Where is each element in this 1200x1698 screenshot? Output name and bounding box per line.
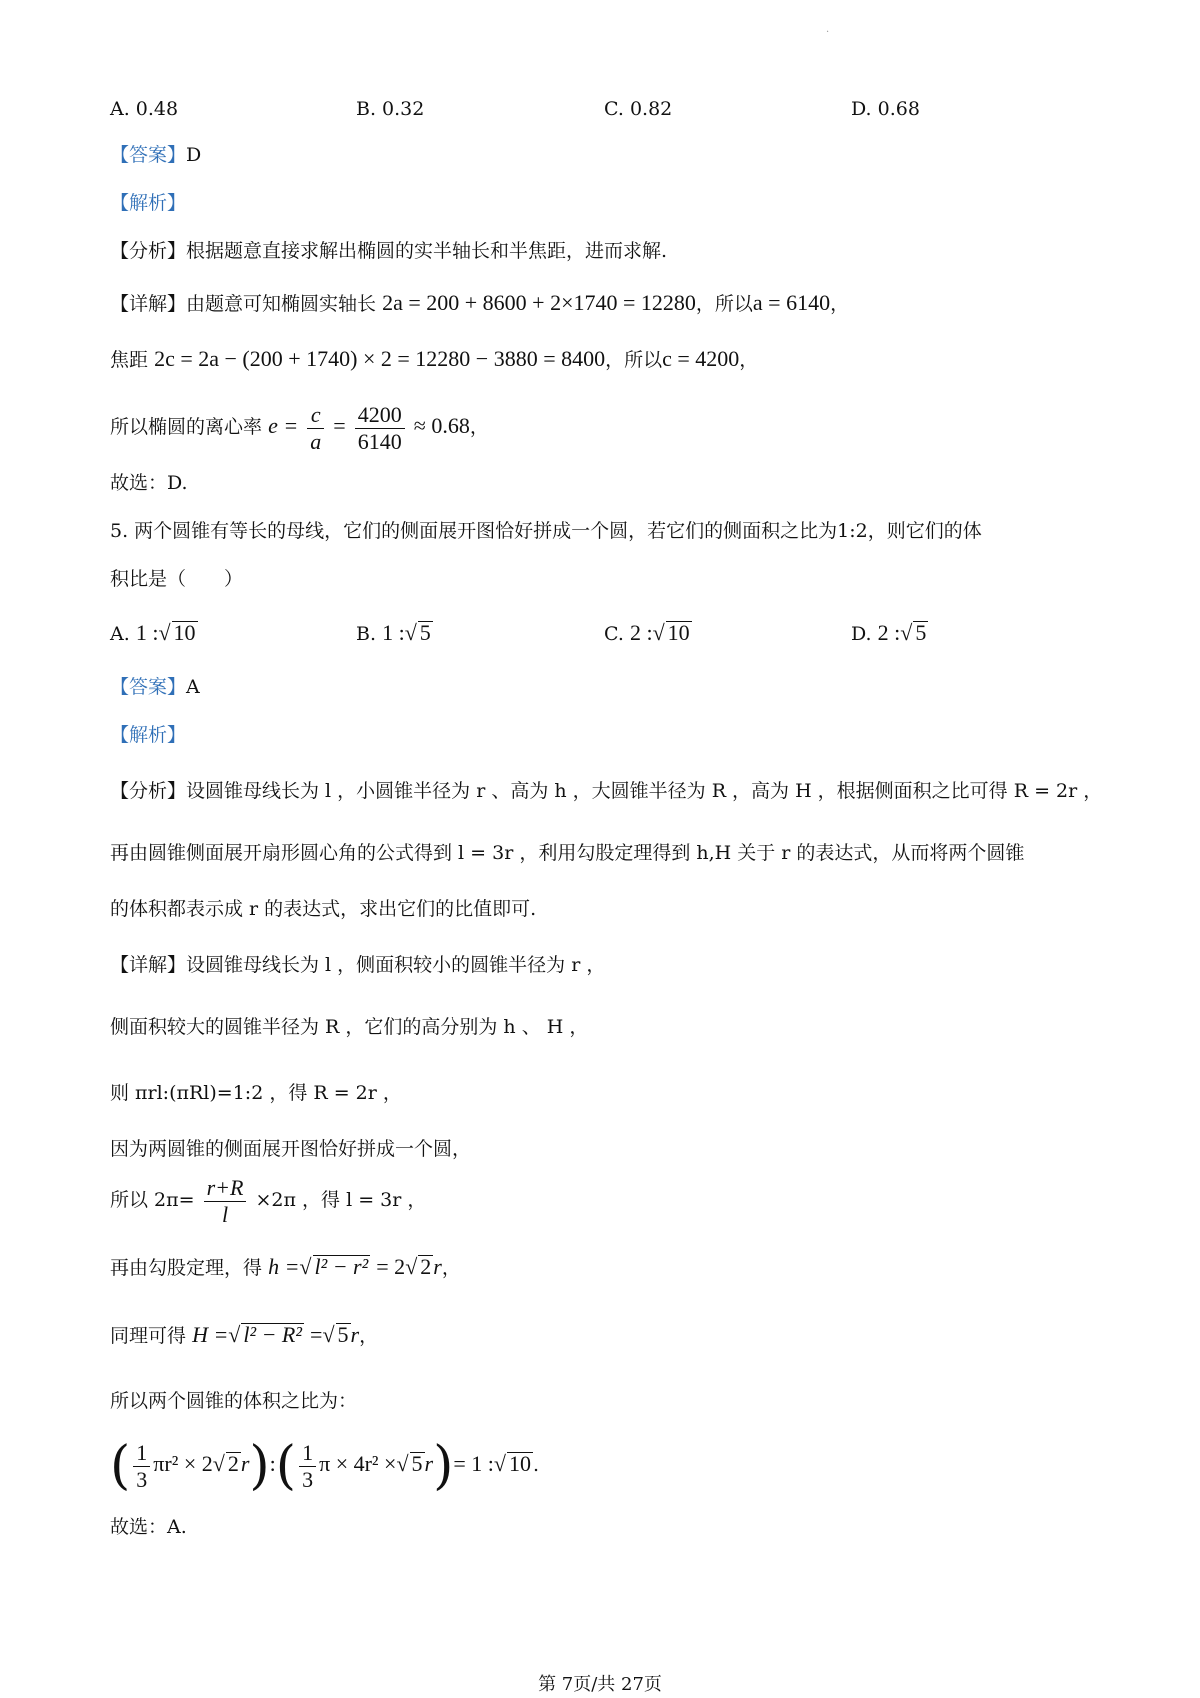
q5-fenxi-line1 — [110, 778, 1102, 804]
q5-option-b — [356, 620, 433, 647]
q4-analysis-tag: 【解析】 — [110, 192, 187, 214]
xiangjie-tag: 【详解】 — [110, 293, 187, 315]
sum-over-l-fraction — [204, 1175, 247, 1228]
c-value: c = 4200 — [662, 346, 740, 371]
right-paren-icon: ) — [249, 1436, 270, 1496]
punctuation: . — [532, 1454, 540, 1476]
detail-text: 设圆锥母线长为 l ，侧面积较小的圆锥半径为 r ， — [186, 954, 606, 976]
fenxi-text: 根据题意直接求解出椭圆的实半轴长和半焦距，进而求解. — [186, 240, 668, 262]
r-symbol: r — [240, 1451, 250, 1476]
sqrt-icon: √ — [405, 1254, 418, 1279]
punctuation: ， — [739, 349, 759, 371]
result-ratio: = 1 : — [453, 1451, 494, 1476]
r-symbol: r — [433, 1254, 442, 1279]
detail-text: ，所以 — [695, 293, 753, 315]
sqrt-icon: √ — [299, 1254, 312, 1279]
q4-option-b: B. 0.32 — [356, 98, 425, 120]
q5-detail-line6 — [110, 1254, 461, 1281]
ratio-colon: : — [269, 1451, 276, 1476]
q4-option-c: C. 0.82 — [604, 98, 673, 120]
q5-option-c — [604, 620, 692, 647]
fraction-numerator: r+R — [204, 1175, 247, 1202]
fraction-denominator: a — [310, 428, 322, 454]
right-paren-icon: ) — [433, 1436, 454, 1496]
q4-answer — [110, 142, 201, 168]
fraction-denominator: l — [221, 1201, 229, 1227]
small-cone-term: πr² × 2 — [153, 1451, 213, 1476]
sqrt-icon: √ — [228, 1322, 241, 1347]
option-letter: B. — [356, 623, 377, 645]
equals-sign: = — [310, 1322, 323, 1347]
q5-volume-ratio — [110, 1424, 539, 1505]
detail-text: ×2π ，得 l = 3r ， — [255, 1189, 427, 1211]
fenxi-text: 设圆锥母线长为 l ，小圆锥半径为 r 、高为 h ，大圆锥半径为 R ，高为 H ，根据侧面积之比可得 R = 2r ， — [186, 780, 1103, 802]
fraction-denominator: 3 — [136, 1466, 148, 1492]
option-ratio: 1 : — [135, 620, 159, 645]
fenxi-tag: 【分析】 — [110, 240, 187, 262]
option-ratio: 2 : — [629, 620, 653, 645]
detail-text: 焦距 — [110, 349, 149, 371]
fenxi-tag: 【分析】 — [110, 780, 187, 802]
approx-value: ≈ 0.68 — [413, 413, 470, 438]
q5-conclusion: 故选：A. — [110, 1516, 187, 1538]
q5-answer — [110, 674, 200, 700]
sqrt-icon: √ — [404, 620, 417, 645]
q4-conclusion: 故选：D. — [110, 472, 188, 494]
fraction-numerator: c — [307, 402, 324, 429]
fraction-numerator: 4200 — [355, 402, 405, 429]
q5-detail-line3: 则 πrl:(πRl)=1:2 ，得 R = 2r ， — [110, 1082, 402, 1104]
option-letter: A. — [110, 623, 130, 645]
h-symbol: h = — [268, 1254, 300, 1279]
large-cone-term: π × 4r² × — [319, 1451, 397, 1476]
sqrt-icon: √ — [158, 620, 171, 645]
answer-tag: 【答案】 — [110, 144, 187, 166]
q5-detail-line5 — [110, 1170, 426, 1230]
punctuation: ， — [830, 293, 850, 315]
radicand: 2 — [420, 1254, 432, 1279]
q5-detail-line4: 因为两圆锥的侧面展开图恰好拼成一个圆， — [110, 1138, 472, 1160]
radicand: 2 — [227, 1451, 239, 1476]
radicand: 10 — [508, 1451, 531, 1476]
xiangjie-tag: 【详解】 — [110, 954, 187, 976]
q5-detail-line8: 所以两个圆锥的体积之比为： — [110, 1390, 358, 1412]
numeric-fraction — [355, 402, 405, 455]
a-value: a = 6140 — [752, 290, 831, 315]
punctuation: ， — [441, 1257, 461, 1279]
q5-option-d — [851, 620, 928, 647]
punctuation: ， — [359, 1325, 379, 1347]
q4-detail-line1 — [110, 290, 849, 317]
scan-dot: . — [826, 24, 830, 35]
option-letter: D. — [851, 623, 872, 645]
eccentricity-symbol: e = — [268, 413, 299, 438]
h-symbol: H = — [192, 1322, 229, 1347]
fraction-denominator: 3 — [302, 1466, 314, 1492]
detail-text: 同理可得 — [110, 1325, 187, 1347]
option-ratio: 2 : — [877, 620, 901, 645]
radicand: 5 — [915, 620, 927, 645]
detail-text: ，所以 — [605, 349, 663, 371]
focal-distance-equation: 2c = 2a − (200 + 1740) × 2 = 12280 − 3880 = 8400 — [154, 346, 606, 371]
fraction-denominator: 6140 — [357, 428, 402, 454]
fraction-numerator: 1 — [133, 1440, 150, 1467]
major-axis-equation: 2a = 200 + 8600 + 2×1740 = 12280 — [382, 290, 696, 315]
detail-text: 所以 2π= — [110, 1189, 195, 1211]
equals-value: = 2 — [376, 1254, 406, 1279]
detail-text: 由题意可知椭圆实轴长 — [186, 293, 377, 315]
punctuation: ， — [469, 416, 489, 438]
left-paren-icon: ( — [275, 1436, 297, 1496]
detail-text: 再由勾股定理，得 — [110, 1257, 263, 1279]
answer-value: D — [186, 144, 202, 166]
q4-detail-line2 — [110, 346, 758, 373]
left-paren-icon: ( — [110, 1436, 131, 1496]
c-over-a-fraction — [307, 402, 324, 455]
answer-value: A — [186, 676, 200, 698]
q5-fenxi-line2: 再由圆锥侧面展开扇形圆心角的公式得到 l = 3r ，利用勾股定理得到 h,H 关于 r 的表达式，从而将两个圆锥 — [110, 842, 1025, 864]
q5-option-a — [110, 620, 198, 647]
one-third-fraction — [133, 1440, 150, 1493]
detail-text: 所以椭圆的离心率 — [110, 416, 263, 438]
radicand: l² − R² — [243, 1322, 302, 1347]
sqrt-icon: √ — [652, 620, 665, 645]
radicand: l² − r² — [314, 1254, 369, 1279]
q4-fenxi — [110, 238, 667, 264]
sqrt-icon: √ — [900, 620, 913, 645]
equals-sign: = — [333, 413, 346, 438]
fraction-numerator: 1 — [299, 1440, 316, 1467]
sqrt-icon: √ — [493, 1451, 506, 1476]
radicand: 5 — [337, 1322, 349, 1347]
q4-option-a: A. 0.48 — [110, 98, 179, 120]
sqrt-icon: √ — [322, 1322, 335, 1347]
radicand: 5 — [419, 620, 431, 645]
q4-option-d: D. 0.68 — [851, 98, 920, 120]
q5-detail-line7 — [110, 1322, 378, 1349]
option-ratio: 1 : — [382, 620, 405, 645]
answer-tag: 【答案】 — [110, 676, 187, 698]
option-letter: C. — [604, 623, 624, 645]
one-third-fraction — [299, 1440, 316, 1493]
q5-detail-line1 — [110, 952, 605, 978]
q5-stem-line1: 5. 两个圆锥有等长的母线，它们的侧面展开图恰好拼成一个圆，若它们的侧面积之比为1:2，则它们的体 — [110, 520, 982, 542]
sqrt-icon: √ — [396, 1451, 409, 1476]
sqrt-icon: √ — [212, 1451, 225, 1476]
q4-detail-line3 — [110, 396, 489, 457]
r-symbol: r — [350, 1322, 360, 1347]
radicand: 5 — [411, 1451, 423, 1476]
q5-stem-line2: 积比是（ ） — [110, 568, 244, 590]
r-symbol: r — [424, 1451, 434, 1476]
q5-detail-line2: 侧面积较大的圆锥半径为 R ，它们的高分别为 h 、 H ， — [110, 1016, 589, 1038]
radicand: 10 — [173, 620, 196, 645]
page-footer: 第 7页/共 27页 — [538, 1674, 662, 1695]
radicand: 10 — [667, 620, 690, 645]
q5-analysis-tag: 【解析】 — [110, 724, 187, 746]
q5-fenxi-line3: 的体积都表示成 r 的表达式，求出它们的比值即可. — [110, 898, 537, 920]
